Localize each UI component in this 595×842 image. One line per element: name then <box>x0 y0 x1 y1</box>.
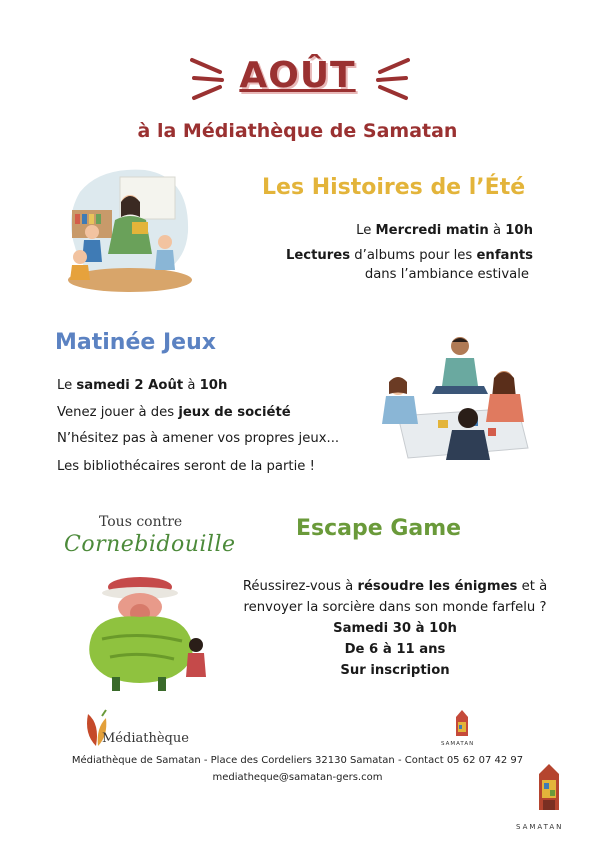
samatan-large-logo-icon <box>533 762 565 812</box>
jeux-title: Matinée Jeux <box>55 330 216 355</box>
histoires-title: Les Histoires de l’Été <box>262 175 526 200</box>
page-title: AOÛT <box>239 55 356 96</box>
escape-line4: De 6 à 11 ans <box>344 642 446 657</box>
jeux-line2: Venez jouer à des jeux de société <box>57 405 291 420</box>
histoires-line3: dans l’ambiance estivale <box>364 267 529 282</box>
page-subtitle: à la Médiathèque de Samatan <box>137 120 458 142</box>
samatan-large-logo-text: SAMATAN <box>516 823 564 831</box>
samatan-small-logo-text: SAMATAN <box>441 741 475 747</box>
histoires-line1: Le Mercredi matin à 10h <box>356 223 533 238</box>
footer-email[interactable]: mediatheque@samatan-gers.com <box>212 772 383 783</box>
witch-illustration <box>82 573 212 693</box>
histoires-line2: Lectures d’albums pour les enfants <box>285 248 533 263</box>
footer-address: Médiathèque de Samatan - Place des Cordeliers 32130 Samatan - Contact 05 62 07 42 97 <box>71 755 524 766</box>
jeux-line1: Le samedi 2 Août à 10h <box>57 378 228 393</box>
jeux-line4: Les bibliothécaires seront de la partie ! <box>57 459 315 474</box>
escape-line3: Samedi 30 à 10h <box>333 621 457 636</box>
escape-line1: Réussirez-vous à résoudre les énigmes et à <box>242 579 548 594</box>
board-game-illustration <box>378 336 538 466</box>
escape-line5: Sur inscription <box>340 663 450 678</box>
story-reading-illustration <box>60 162 195 297</box>
escape-title: Escape Game <box>296 516 462 541</box>
cornebidouille-logo-name: Cornebidouille <box>64 532 236 557</box>
jeux-line3: N’hésitez pas à amener vos propres jeux... <box>57 431 340 446</box>
mediatheque-logo-text: Médiathèque <box>102 731 189 746</box>
samatan-small-logo-icon <box>450 708 474 738</box>
escape-line2: renvoyer la sorcière dans son monde farfelu ? <box>243 600 547 615</box>
cornebidouille-logo-top: Tous contre <box>99 514 183 530</box>
